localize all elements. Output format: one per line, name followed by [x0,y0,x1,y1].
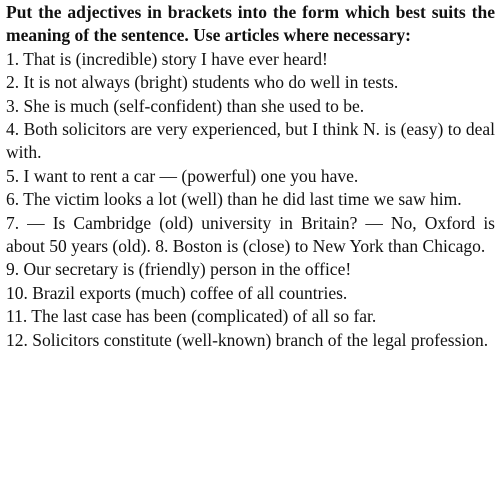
exercise-item-6: 6. The victim looks a lot (well) than he did last time we saw him. [6,189,462,210]
exercise-instruction: Put the adjectives in brackets into the form which best suits the meaning of the sentence. Use articles where necessary: [6,2,495,46]
exercise-item-3: 3. She is much (self-confident) than she used to be. [6,95,365,116]
exercise-item-11: 11. The last case has been (complicated) of all so far. [6,306,377,327]
exercise-item-7-8: 7. — Is Cambridge (old) university in Britain? — No, Oxford is about 50 years (old). 8. Boston is (close) to New York than Chicago. [6,212,495,257]
exercise-item-9: 9. Our secretary is (friendly) person in the office! [6,259,352,280]
exercise-item-2: 2. It is not always (bright) students who do well in tests. [6,72,399,93]
exercise-list [6,48,495,352]
exercise-item-5: 5. I want to rent a car — (powerful) one you have. [6,165,359,186]
exercise-item-12: 12. Solicitors constitute (well-known) branch of the legal profession. [6,329,489,350]
exercise-item-4: 4. Both solicitors are very experienced, but I think N. is (easy) to deal with. [6,119,495,163]
exercise-item-1: 1. That is (incredible) story I have ever heard! [6,48,328,69]
exercise-item-10: 10. Brazil exports (much) coffee of all countries. [6,282,348,303]
